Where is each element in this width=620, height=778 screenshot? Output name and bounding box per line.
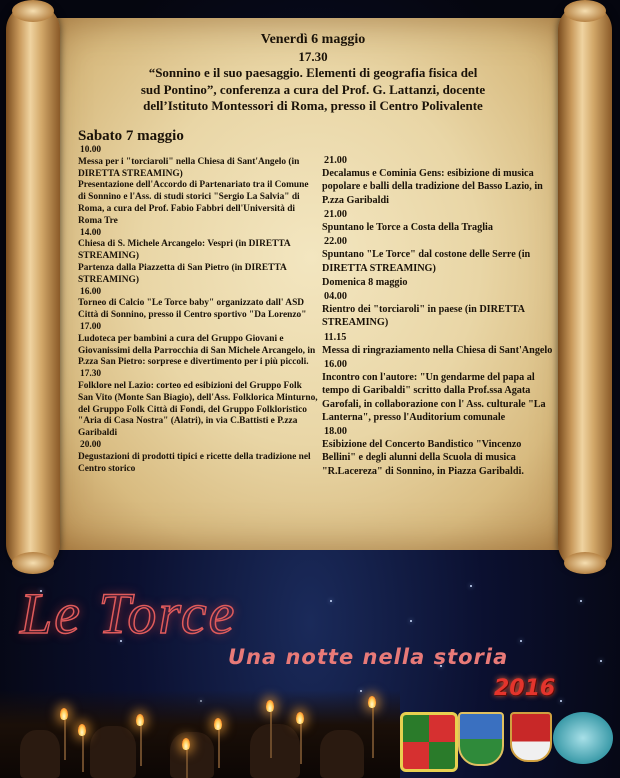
- scroll-roll-right: [558, 4, 612, 570]
- program-item: [322, 358, 554, 424]
- municipal-crest-logo: [400, 712, 458, 772]
- event-text: Rientro dei "torciaroli" in paese (in DIRETTA STREAMING): [322, 304, 525, 329]
- torch-stick: [64, 720, 66, 760]
- saturday-heading: Sabato 7 maggio: [78, 128, 184, 144]
- torch-flame: [296, 712, 304, 724]
- program-item: [322, 154, 554, 207]
- friday-time: 17.30: [298, 48, 328, 64]
- friday-desc-line: sud Pontino”, conferenza a cura del Prof. G. Lattanzi, docente: [140, 81, 486, 97]
- saturday-program: [78, 145, 318, 475]
- event-text: Incontro con l'autore: "Un gendarme del papa al tempo di Garibaldi" scritto dalla Prof.ssa Agata Garofali, in collaborazione con l' Ass. culturale "La Lanterna", presso l'Auditorium comunale: [322, 372, 546, 423]
- star: [600, 660, 602, 662]
- program-item: [78, 228, 318, 263]
- scroll-roll-left: [6, 4, 60, 570]
- roll-cap: [12, 0, 54, 22]
- torch-stick: [372, 708, 374, 758]
- program-item: [78, 145, 318, 180]
- torch-stick: [218, 730, 220, 768]
- torch-stick: [300, 724, 302, 764]
- crowd-figure: [20, 730, 60, 778]
- event-time: 18.00: [324, 426, 347, 438]
- friday-desc-line: dell’Istituto Montessori di Roma, presso il Centro Polivalente: [143, 98, 483, 113]
- roll-cap: [564, 552, 606, 574]
- torch-flame: [266, 700, 274, 712]
- sunday-heading-text: Domenica 8 maggio: [322, 276, 408, 288]
- event-time: 20.00: [80, 439, 102, 450]
- event-time: 21.00: [324, 155, 347, 166]
- crowd-figure: [170, 732, 214, 778]
- torch-stick: [186, 750, 188, 778]
- torch-flame: [214, 718, 222, 730]
- torch-flame: [182, 738, 190, 750]
- program-item: [322, 235, 554, 275]
- crowd-figure: [250, 724, 300, 778]
- event-time: 17.30: [80, 369, 102, 380]
- torch-flame: [78, 724, 86, 736]
- evening-program: [322, 154, 554, 479]
- event-year: 2016: [494, 676, 556, 701]
- torch-flame: [60, 708, 68, 720]
- event-title: Le Torce: [20, 581, 237, 646]
- star: [560, 700, 562, 702]
- roll-cap: [12, 552, 54, 574]
- program-item: [78, 287, 318, 322]
- program-item: [78, 440, 318, 475]
- program-item: [322, 331, 554, 357]
- torch-stick: [82, 736, 84, 772]
- town-crest-logo: [510, 712, 552, 762]
- crowd-figure: [320, 730, 364, 778]
- event-time: 17.00: [80, 321, 102, 332]
- torch-stick: [270, 712, 272, 758]
- event-time: 11.15: [324, 331, 347, 343]
- torch-procession-photo: [0, 690, 400, 778]
- event-time: 16.00: [80, 286, 102, 297]
- event-text: Messa di ringraziamento nella Chiesa di Sant'Angelo: [322, 344, 553, 356]
- event-time: 22.00: [324, 236, 347, 248]
- friday-event: [88, 32, 538, 115]
- star: [470, 585, 472, 587]
- torch-stick: [140, 726, 142, 766]
- star: [330, 600, 332, 602]
- event-text: Folklore nel Lazio: corteo ed esibizioni del Gruppo Folk San Vito (Monte San Biagio), dell'Ass. Folklorica Minturno, del Gruppo Folk Città di Fondi, del Gruppo Folkloristico "Aria di Casa Nostra" (Alatri), in via C.Battisti e P.zza Garibaldi: [78, 380, 318, 439]
- friday-desc-line: “Sonnino e il suo paesaggio. Elementi di geografia fisica del: [148, 65, 478, 80]
- program-item: [78, 180, 318, 227]
- event-text: Esibizione del Concerto Bandistico "Vincenzo Bellini" e degli alunni della Scuola di musica "R.Lacereza" di Sonnino, in Piazza Garibaldi.: [322, 439, 524, 477]
- province-crest-logo: [458, 712, 504, 766]
- event-time: 04.00: [324, 291, 347, 303]
- roll-cap: [564, 0, 606, 22]
- star: [580, 600, 582, 602]
- program-item: [78, 322, 318, 369]
- event-text: Presentazione dell'Accordo di Partenariato tra il Comune di Sonnino e l'Ass. di studi storici "Sergio La Salvia" di Roma, a cura del Prof. Fabio Fabbri dell'Università di Roma Tre: [78, 180, 309, 226]
- event-time: 14.00: [80, 227, 102, 238]
- event-text: Decalamus e Cominia Gens: esibizione di musica popolare e balli della tradizione del Basso Lazio, in P.zza Garibaldi: [322, 168, 543, 206]
- event-time: 21.00: [324, 208, 347, 220]
- star: [410, 620, 412, 622]
- program-item: [322, 208, 554, 234]
- friday-heading: Venerdì 6 maggio: [260, 32, 366, 47]
- program-item: [78, 263, 318, 287]
- event-text: Spuntano "Le Torce" dal costone delle Serre (in DIRETTA STREAMING): [322, 249, 531, 274]
- star: [520, 640, 522, 642]
- event-text: Ludoteca per bambini a cura del Gruppo Giovani e Giovanissimi della Parrocchia di San Michele Arcangelo, in P.zza San Pietro: sorprese e divertimento per i più piccoli.: [78, 333, 316, 368]
- program-item: [322, 425, 554, 478]
- torch-flame: [368, 696, 376, 708]
- event-text: Chiesa di S. Michele Arcangelo: Vespri (in DIRETTA STREAMING): [78, 239, 291, 262]
- event-text: Torneo di Calcio "Le Torce baby" organizzato dall' ASD Città di Sonnino, presso il Centro sportivo "Da Lorenzo": [78, 298, 307, 321]
- program-item: [322, 290, 554, 330]
- torch-flame: [136, 714, 144, 726]
- event-time: 10.00: [80, 145, 102, 155]
- crowd-figure: [90, 726, 136, 778]
- event-text: Spuntano le Torce a Costa della Traglia: [322, 222, 493, 234]
- event-text: Partenza dalla Piazzetta di San Pietro (in DIRETTA STREAMING): [78, 262, 287, 285]
- sunday-heading: [322, 276, 554, 289]
- event-subtitle: Una notte nella storia: [228, 645, 509, 669]
- event-text: Degustazioni di prodotti tipici e ricette della tradizione nel Centro storico: [78, 451, 311, 474]
- association-logo: [553, 712, 613, 764]
- event-time: 16.00: [324, 359, 347, 371]
- program-item: [78, 369, 318, 440]
- event-text: Messa per i "torciaroli" nella Chiesa di Sant'Angelo (in DIRETTA STREAMING): [78, 156, 300, 179]
